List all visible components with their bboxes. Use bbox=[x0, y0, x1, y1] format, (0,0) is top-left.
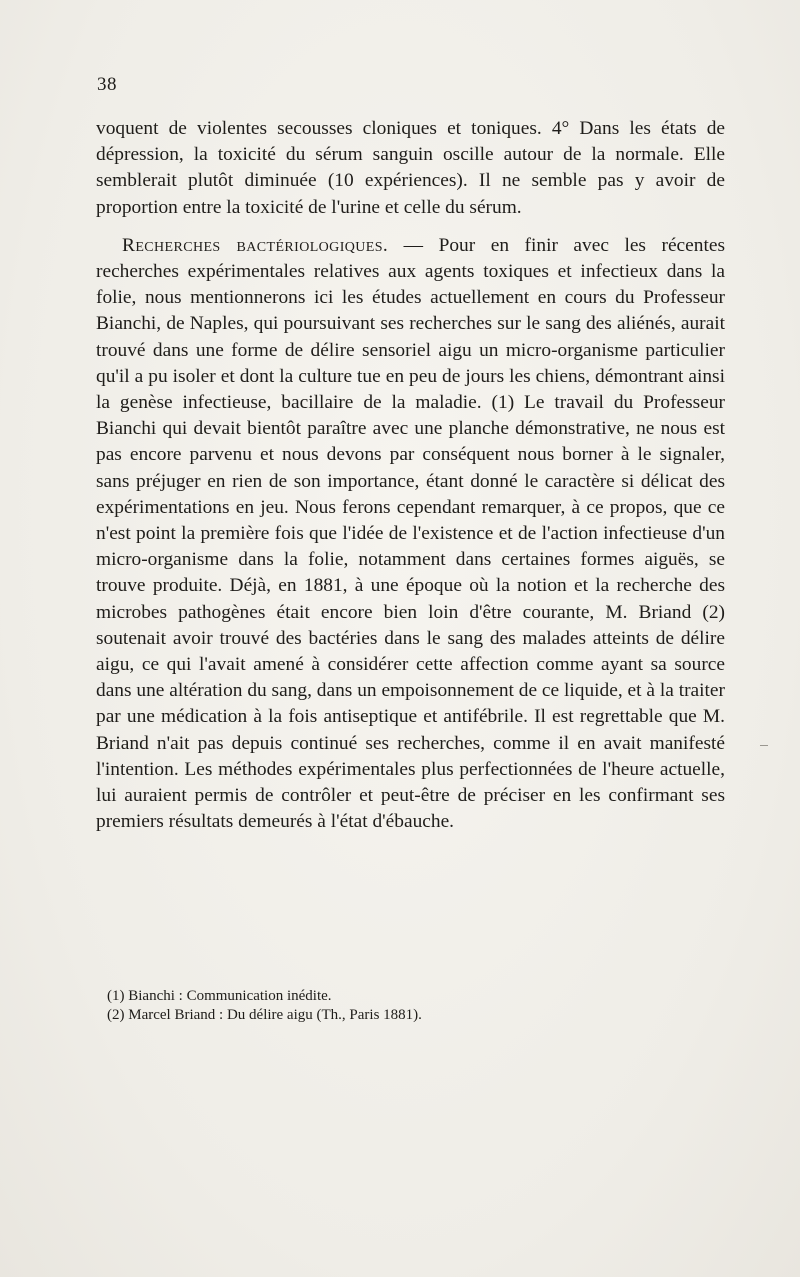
margin-mark bbox=[760, 745, 768, 746]
body-text bbox=[96, 116, 725, 835]
section-heading: Recherches bactériologiques. bbox=[122, 234, 389, 256]
paragraph-2-text: — Pour en finir avec les récentes recherches expérimentales relatives aux agents toxiques et infectieux dans la folie, nous mentionnerons ici les études actuellement en cours du Professeur Bianchi, de Naples, qui poursuivant ses recherches sur le sang des aliénés, aurait trouvé dans une forme de délire sensoriel aigu un micro-organisme particulier qu'il a pu isoler et dont la culture tue en peu de jours les chiens, démontrant ainsi la genèse infectieuse, bacillaire de la maladie. (1) Le travail du Professeur Bianchi qui devait bientôt paraître avec une planche démonstrative, ne nous est pas encore parvenu et nous devons par conséquent nous borner à le signaler, sans préjuger en rien de son importance, étant donné le caractère si délicat des expérimentations en jeu. Nous ferons cependant remarquer, à ce propos, que ce n'est point la première fois que l'idée de l'existence et de l'action infectieuse d'un micro-organisme dans la folie, notamment dans certaines formes aiguës, se trouve produite. Déjà, en 1881, à une époque où la notion et la recherche des microbes pathogènes était encore bien loin d'être courante, M. Briand (2) soutenait avoir trouvé des bactéries dans le sang des malades atteints de délire aigu, ce qui l'avait amené à considérer cette affection comme ayant sa source dans une altération du sang, dans un empoisonnement de ce liquide, et à la traiter par une médication à la fois antiseptique et antifébrile. Il est regrettable que M. Briand n'ait pas depuis continué ses recherches, comme il en avait manifesté l'intention. Les méthodes expérimentales plus perfectionnées de l'heure actuelle, lui auraient permis de contrôler et peut-être de préciser en les confirmant ses premiers résultats demeurés à l'état d'ébauche. bbox=[96, 234, 726, 833]
footnote-2: (2) Marcel Briand : Du délire aigu (Th., Paris 1881). bbox=[107, 1007, 422, 1023]
footnotes bbox=[107, 987, 707, 1025]
page-number: 38 bbox=[97, 74, 117, 95]
paragraph-1: voquent de violentes secousses cloniques et toniques. 4° Dans les états de dépression, la toxicité du sérum sanguin oscille autour de la normale. Elle semblerait plutôt diminuée (10 expériences). Il ne semble pas y avoir de proportion entre la toxicité de l'urine et celle du sérum. bbox=[96, 118, 725, 218]
paragraph-2 bbox=[96, 233, 725, 836]
footnote-1: (1) Bianchi : Communication inédite. bbox=[107, 988, 332, 1004]
